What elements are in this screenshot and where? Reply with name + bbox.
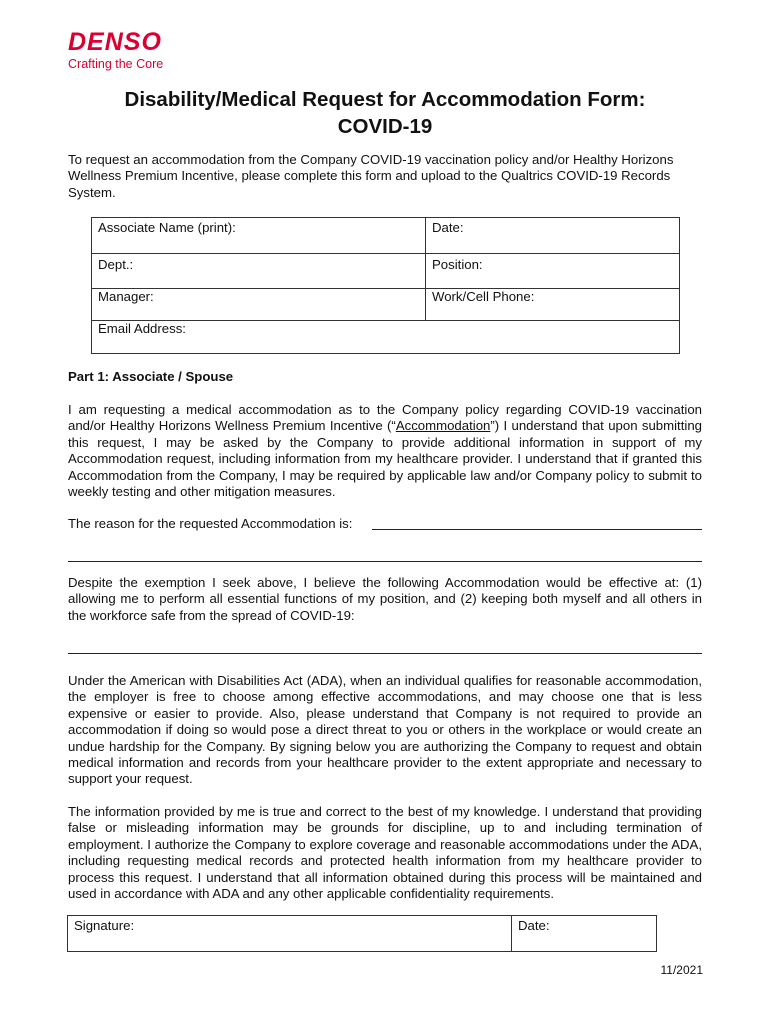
title-line-1: Disability/Medical Request for Accommodation Form:	[124, 88, 646, 111]
certification-paragraph: The information provided by me is true and correct to the best of my knowledge. I understand that providing false or misleading information may be grounds for discipline, up to and including termination of employment. I authorize the Company to explore coverage and reasonable accommodations under the ADA, including requesting medical records and protected health information from my healthcare provider to process this request. I understand that all information obtained during this process will be maintained and used in accordance with ADA and any other applicable confidentiality requirements.	[68, 804, 702, 902]
ada-paragraph: Under the American with Disabilities Act (ADA), when an individual qualifies for reasonable accommodation, the employer is free to choose among effective accommodations, and may choose one that is less expensive or easier to provide. Also, please understand that Company is not required to provide an accommodation if doing so would pose a direct threat to you or others in the workplace or would create an undue hardship for the Company. By signing below you are authorizing the Company to request and obtain medical information and records from your healthcare provider to the extent appropriate and necessary to support your request.	[68, 673, 702, 787]
intro-paragraph: To request an accommodation from the Company COVID-19 vaccination policy and/or Healthy Horizons Wellness Premium Incentive, please complete this form and upload to the Qualtrics COVID-19 Records System.	[68, 152, 674, 200]
reason-input-line-2[interactable]	[68, 561, 702, 562]
effective-paragraph: Despite the exemption I seek above, I believe the following Accommodation would be effective at: (1) allowing me to perform all essential functions of my position, and (2) keeping both myself and all others in the workforce safe from the spread of COVID-19:	[68, 575, 702, 623]
manager-field[interactable]: Manager:	[92, 289, 426, 321]
revision-date: 11/2021	[660, 963, 703, 977]
signature-field[interactable]: Signature:	[68, 916, 512, 952]
phone-field[interactable]: Work/Cell Phone:	[426, 289, 680, 321]
signature-date-field[interactable]: Date:	[512, 916, 657, 952]
associate-info-table	[91, 217, 680, 354]
email-field[interactable]: Email Address:	[92, 321, 680, 354]
denso-logo	[68, 30, 163, 71]
request-text-end: ”) I understand that upon submitting this request, I may be asked by the Company to provide additional information in support of my Accommodation request, including information from my healthcare provider. I understand that if granted this Accommodation from the Company, I may be required by applicable law and/or Company policy to submit to weekly testing and other mitigation measures.	[68, 418, 702, 500]
accommodation-term: Accommodation	[395, 418, 491, 434]
brand-tagline: Crafting the Core	[68, 57, 164, 71]
title-line-2: COVID-19	[337, 115, 433, 138]
position-field[interactable]: Position:	[426, 254, 680, 289]
date-field[interactable]: Date:	[426, 218, 680, 254]
reason-label: The reason for the requested Accommodation is:	[68, 516, 353, 531]
request-paragraph	[68, 402, 702, 500]
form-title	[0, 86, 770, 140]
request-text-start: I am requesting a medical accommodation as to the Company policy regarding COVID-19 vaccination and/or Healthy Horizons Wellness Premium Incentive (“	[68, 402, 702, 434]
associate-name-field[interactable]: Associate Name (print):	[92, 218, 426, 254]
dept-field[interactable]: Dept.:	[92, 254, 426, 289]
signature-table	[67, 915, 657, 952]
brand-name: DENSO	[68, 28, 162, 56]
effective-input-line[interactable]	[68, 653, 702, 654]
reason-input-line[interactable]	[372, 529, 702, 530]
part1-heading: Part 1: Associate / Spouse	[68, 369, 234, 384]
